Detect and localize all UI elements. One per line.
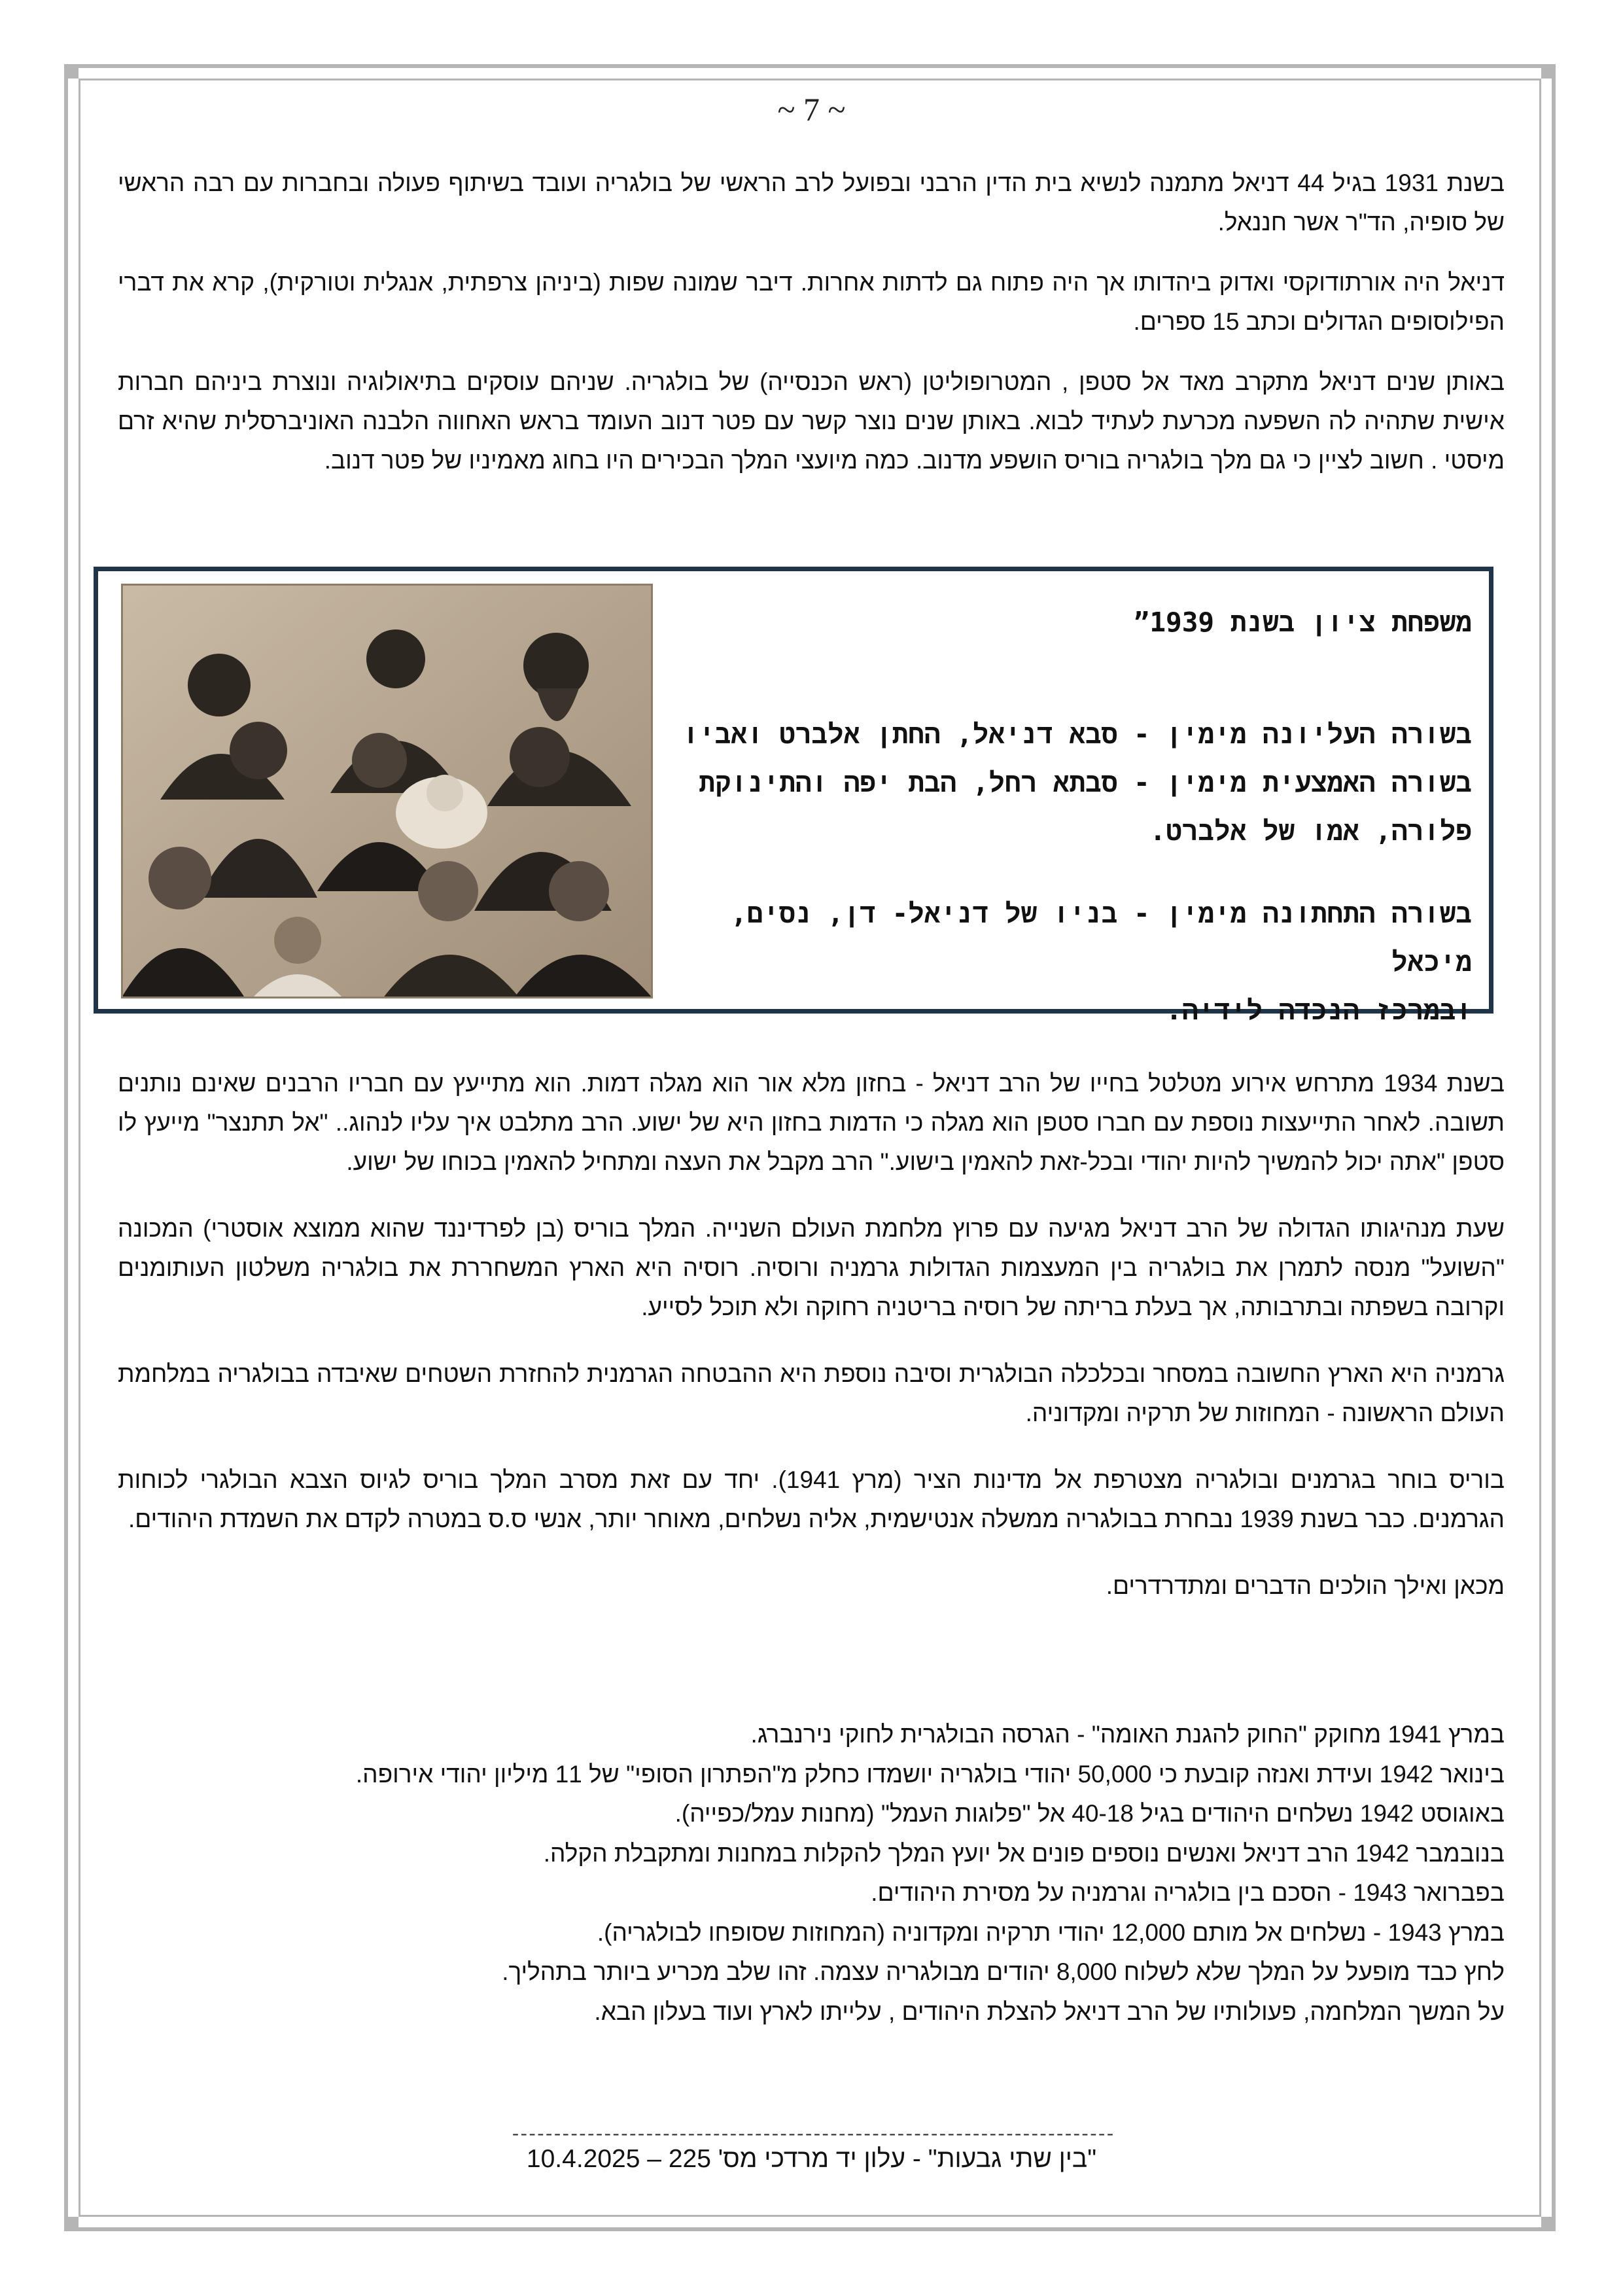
timeline-item: לחץ כבד מופעל על המלך שלא לשלוח 8,000 יהודים מבולגריה עצמה. זהו שלב מכריע ביותר בתהליך. (502, 1958, 1505, 1985)
border-corner (1541, 64, 1556, 79)
timeline-item: בנובמבר 1942 הרב דניאל ואנשים נוספים פונים אל יועץ המלך להקלות במחנות ומתקבלת הקלה. (543, 1839, 1505, 1867)
border-corner (64, 64, 79, 79)
paragraph: גרמניה היא הארץ החשובה במסחר ובכלכלה הבולגרית וסיבה נוספת היא ההבטחה הגרמנית להחזרת השטחים שאיבדה בבולגריה במלחמת העולם הראשונה - המחוזות של תרקיה ומקדוניה. (118, 1360, 1505, 1426)
family-photo (121, 584, 653, 998)
family-photo-image (121, 584, 653, 998)
intro-section (118, 164, 1505, 480)
body-section (118, 1064, 1505, 1606)
page-number: ~ 7 ~ (777, 91, 846, 128)
border-corner (1541, 2217, 1556, 2231)
caption-line: ובמרכז הנכדה לידיה. (1166, 995, 1472, 1026)
timeline-item: במרץ 1943 - נשלחים אל מותם 12,000 יהודי תרקיה ומקדוניה (המחוזות שסופחו לבולגריה). (597, 1918, 1505, 1946)
caption-line: פלורה, אמו של אלברט. (1149, 815, 1472, 847)
footer-text: "בין שתי גבעות" - עלון יד מרדכי מס' 225 – 10.4.2025 (526, 2145, 1097, 2173)
timeline-list (118, 1715, 1505, 2032)
caption-line: בשורה האמצעית מימין - סבתא רחל, הבת יפה והתינוקת (699, 767, 1472, 798)
caption-title: משפחת ציון בשנת 1939” (1133, 607, 1472, 638)
caption-line: בשורה העליונה מימין - סבא דניאל, החתן אלברט ואביו (682, 718, 1472, 750)
paragraph: שעת מנהיגותו הגדולה של הרב דניאל מגיעה עם פרוץ מלחמת העולם השנייה. המלך בוריס (בן לפרדיננד שהוא ממוצא אוסטרי) המכונה "השועל" מנסה לתמרן את בולגריה בין המעצמות הגדולות גרמניה ורוסיה. רוסיה היא הארץ המשחררת את בולגריה משלטון העותומנים וקרובה בשפתה ובתרבותה, אך בעלת בריתה של רוסיה בריטניה רחוקה ולא תוכל לסייע. (118, 1215, 1505, 1320)
timeline-item: במרץ 1941 מחוקק "החוק להגנת האומה" - הגרסה הבולגרית לחוקי נירנברג. (750, 1721, 1505, 1748)
photo-caption-box (94, 567, 1493, 1026)
paragraph: בוריס בוחר בגרמנים ובולגריה מצטרפת אל מדינות הציר (מרץ 1941). יחד עם זאת מסרב המלך בוריס לגיוס הצבא הבולגרי לכוחות הגרמנים. כבר בשנת 1939 נבחרת בבולגריה ממשלה אנטישמית, אליה נשלחים, מאוחר יותר, אנשי ס.ס במטרה לקדם את השמדת היהודים. (118, 1466, 1505, 1532)
photo-caption (674, 603, 1472, 1034)
paragraph: מכאן ואילך הולכים הדברים ומתדרדרים. (1106, 1572, 1505, 1599)
timeline-item: בינואר 1942 ועידת ואנזה קובעת כי 50,000 יהודי בולגריה יושמדו כחלק מ"הפתרון הסופי" של 11 מיליון יהודי אירופה. (355, 1760, 1505, 1788)
timeline-item: על המשך המלחמה, פעולותיו של הרב דניאל להצלת היהודים , עלייתו לארץ ועוד בעלון הבא. (594, 1998, 1505, 2025)
caption-line: בשורה התחתונה מימין - בניו של דניאל- דן, נסים, מיכאל (731, 898, 1472, 978)
paragraph: דניאל היה אורתודוקסי ואדוק ביהדותו אך היה פתוח גם לדתות אחרות. דיבר שמונה שפות (ביניהן צרפתית, אנגלית וטורקית), קרא את דברי הפילוסופים הגדולים וכתב 15 ספרים. (118, 269, 1505, 335)
timeline-item: באוגוסט 1942 נשלחים היהודים בגיל 40-18 אל "פלוגות העמל" (מחנות עמל/כפייה). (674, 1800, 1505, 1827)
paragraph: בשנת 1934 מתרחש אירוע מטלטל בחייו של הרב דניאל - בחזון מלא אור הוא מגלה דמות. הוא מתייעץ עם חבריו הרבנים שאינם נותנים תשובה. לאחר התייעצות נוספת עם חברו סטפן הוא מגלה כי הדמות בחזון היא של ישוע. הרב מתלבט איך עליו לנהוג.. "אל תתנצר" מייעץ לו סטפן "אתה יכול להמשיך להיות יהודי ובכל-זאת להאמין בישוע." הרב מקבל את העצה ומתחיל להאמין בכוחו של ישוע. (118, 1070, 1505, 1175)
footer-divider: ------------------------------------------------------------------------ (510, 2125, 1113, 2146)
timeline-item: בפברואר 1943 - הסכם בין בולגריה וגרמניה על מסירת היהודים. (871, 1879, 1505, 1906)
paragraph: באותן שנים דניאל מתקרב מאד אל סטפן , המטרופוליטן (ראש הכנסייה) של בולגריה. שניהם עוסקים בתיאולוגיה ונוצרת ביניהם חברות אישית שתהיה לה השפעה מכרעת לעתיד לבוא. באותן שנים נוצר קשר עם פטר דנוב העומד בראש האחווה הלבנה האוניברסלית שהיא זרם מיסטי . חשוב לציין כי גם מלך בולגריה בוריס הושפע מדנוב. כמה מיועצי המלך הבכירים היו בחוג מאמיניו של פטר דנוב. (118, 368, 1505, 474)
border-corner (64, 2217, 79, 2231)
paragraph: בשנת 1931 בגיל 44 דניאל מתמנה לנשיא בית הדין הרבני ובפועל לרב הראשי של בולגריה ועובד בשיתוף פעולה ובחברות עם רבה הראשי של סופיה, הד"ר אשר חננאל. (118, 169, 1505, 236)
